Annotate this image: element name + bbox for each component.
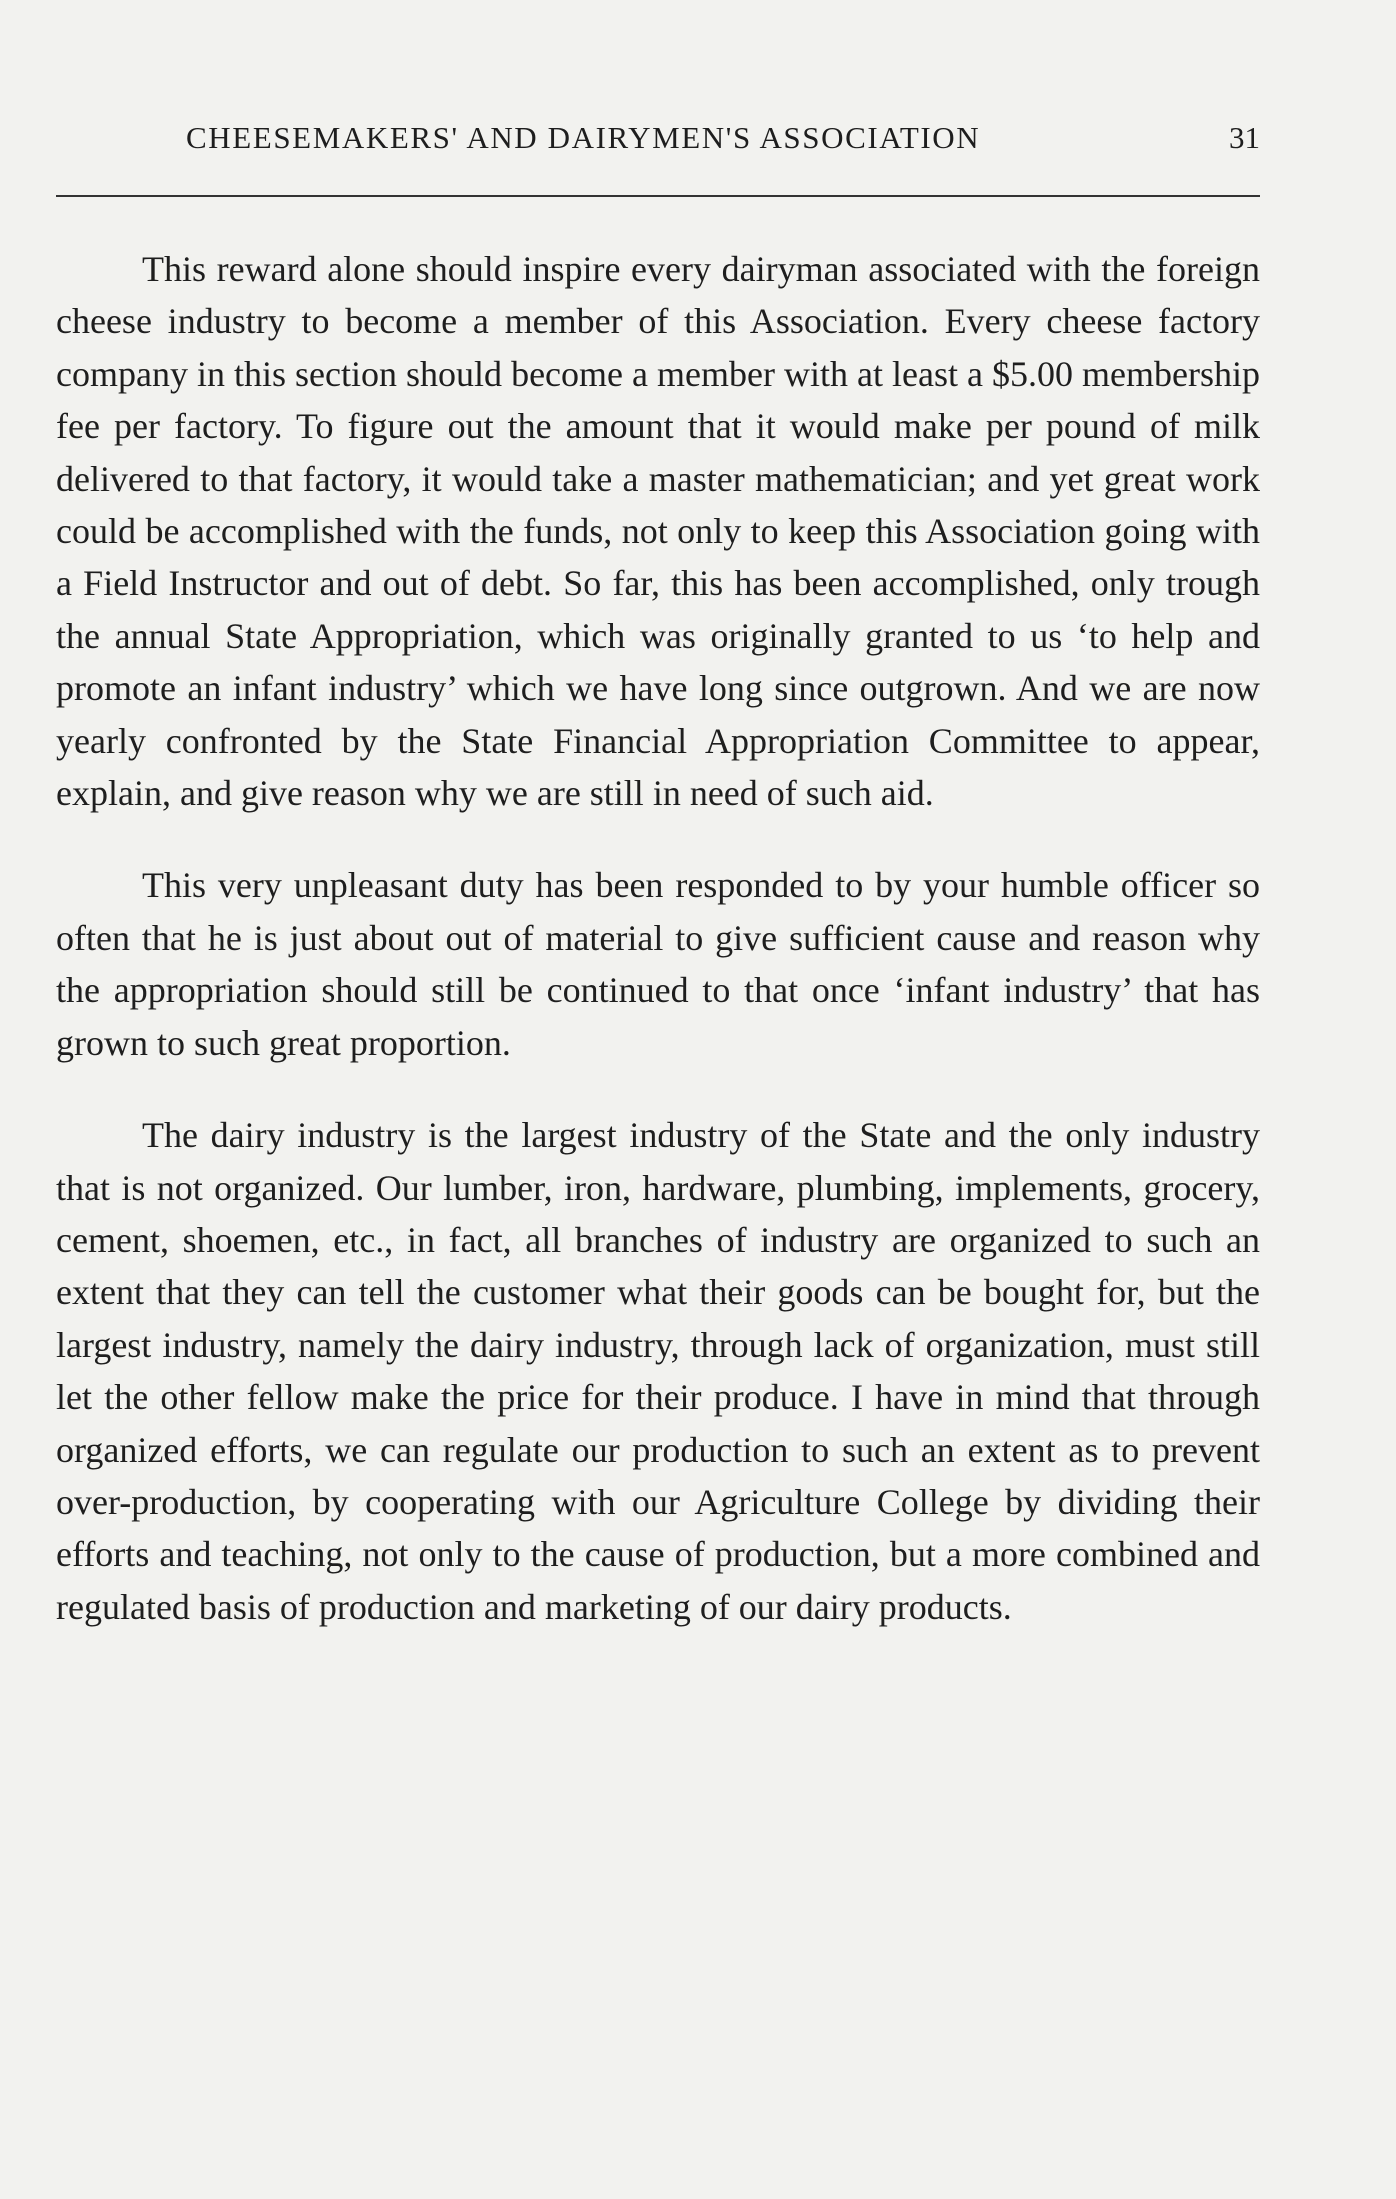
paragraph-3: The dairy industry is the largest industry of the State and the only industry that is not organized. Our lumber, iron, hardware, plumbing, implements, grocery, cement, shoemen, etc., in fact, all branches of industry are organized to such an extent that they can tell the customer what their goods can be bought for, but the largest industry, namely the dairy industry, through lack of organization, must still let the other fellow make the price for their produce. I have in mind that through organized efforts, we can regulate our production to such an extent as to prevent over-production, by cooperating with our Agriculture College by dividing their efforts and teaching, not only to the cause of production, but a more combined and regulated basis of production and marketing of our dairy products. xyxy=(56,1115,1260,1627)
paragraph-2: This very unpleasant duty has been responded to by your humble officer so often that he is just about out of material to give sufficient cause and reason why the appropriation should still be continued to that once ‘infant industry’ that has grown to such great proportion. xyxy=(56,865,1260,1063)
running-header xyxy=(56,120,1260,164)
body-text xyxy=(56,243,1260,1673)
running-title: CHEESEMAKERS' AND DAIRYMEN'S ASSOCIATION xyxy=(186,120,981,155)
page-number: 31 xyxy=(1229,120,1260,155)
paragraph-1: This reward alone should inspire every dairyman associated with the foreign cheese industry to become a member of this Association. Every cheese factory company in this section should become a member with at least a $5.00 membership fee per factory. To figure out the amount that it would make per pound of milk delivered to that factory, it would take a master mathematician; and yet great work could be accomplished with the funds, not only to keep this Association going with a Field Instructor and out of debt. So far, this has been accomplished, only trough the annual State Appropriation, which was originally granted to us ‘to help and promote an infant industry’ which we have long since outgrown. And we are now yearly confronted by the State Financial Appropriation Committee to appear, explain, and give reason why we are still in need of such aid. xyxy=(56,249,1260,814)
book-page xyxy=(56,0,1260,2199)
header-rule xyxy=(56,195,1260,197)
